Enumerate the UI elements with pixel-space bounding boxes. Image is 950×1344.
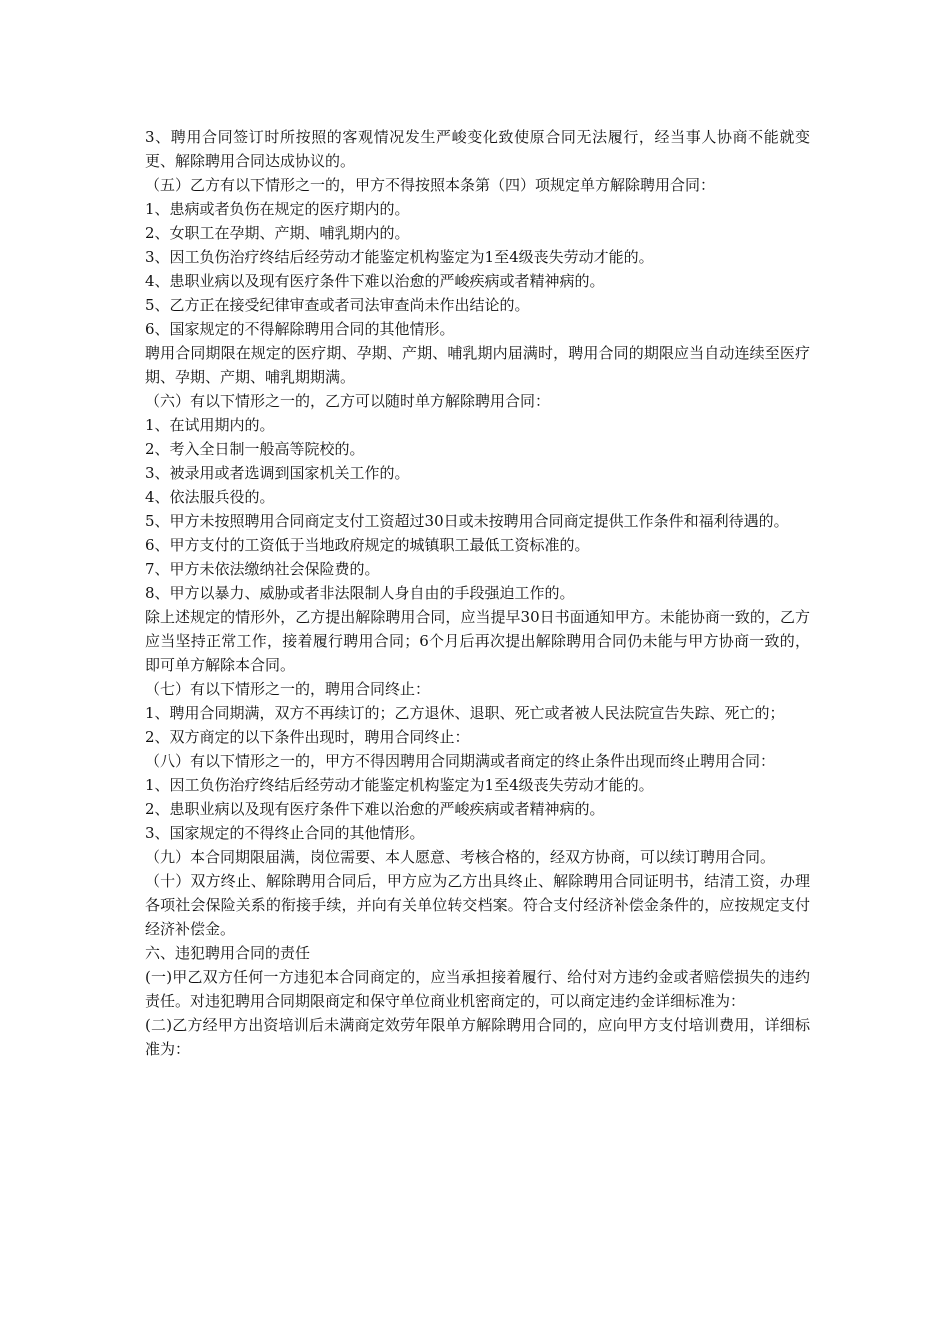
paragraph: 3、因工负伤治疗终结后经劳动才能鉴定机构鉴定为1至4级丧失劳动才能的。 [145, 248, 654, 266]
paragraph: （八）有以下情形之一的，甲方不得因聘用合同期满或者商定的终止条件出现而终止聘用合同： [145, 752, 776, 770]
paragraph: 聘用合同期限在规定的医疗期、孕期、产期、哺乳期内届满时，聘用合同的期限应当自动连续至医疗期、孕期、产期、哺乳期期满。 [145, 344, 810, 386]
paragraph: （五）乙方有以下情形之一的，甲方不得按照本条第（四）项规定单方解除聘用合同： [145, 176, 716, 194]
paragraph: 4、患职业病以及现有医疗条件下难以治愈的严峻疾病或者精神病的。 [145, 272, 605, 290]
paragraph: 1、患病或者负伤在规定的医疗期内的。 [145, 200, 410, 218]
paragraph: 7、甲方未依法缴纳社会保险费的。 [145, 560, 380, 578]
paragraph: 1、因工负伤治疗终结后经劳动才能鉴定机构鉴定为1至4级丧失劳动才能的。 [145, 776, 654, 794]
paragraph: 除上述规定的情形外，乙方提出解除聘用合同，应当提早30日书面通知甲方。未能协商一致的，乙方应当坚持正常工作，接着履行聘用合同；6个月后再次提出解除聘用合同仍未能与甲方协商一致的，即可单方解除本合同。 [145, 608, 810, 674]
paragraph: 2、双方商定的以下条件出现时，聘用合同终止： [145, 728, 470, 746]
paragraph: （六）有以下情形之一的，乙方可以随时单方解除聘用合同： [145, 392, 551, 410]
paragraph: 3、被录用或者选调到国家机关工作的。 [145, 464, 410, 482]
paragraph: 1、在试用期内的。 [145, 416, 275, 434]
paragraph: 1、聘用合同期满，双方不再续订的；乙方退休、退职、死亡或者被人民法院宣告失踪、死亡的； [145, 704, 785, 722]
paragraph: 6、国家规定的不得解除聘用合同的其他情形。 [145, 320, 455, 338]
paragraph: (一)甲乙双方任何一方违犯本合同商定的，应当承担接着履行、给付对方违约金或者赔偿损失的违约责任。对违犯聘用合同期限商定和保守单位商业机密商定的，可以商定违约金详细标准为： [145, 968, 810, 1010]
paragraph: 4、依法服兵役的。 [145, 488, 275, 506]
paragraph: （十）双方终止、解除聘用合同后，甲方应为乙方出具终止、解除聘用合同证明书，结清工资，办理各项社会保险关系的衔接手续，并向有关单位转交档案。符合支付经济补偿金条件的，应按规定支付经济补偿金。 [145, 872, 810, 938]
paragraph: 2、患职业病以及现有医疗条件下难以治愈的严峻疾病或者精神病的。 [145, 800, 605, 818]
paragraph: 3、聘用合同签订时所按照的客观情况发生严峻变化致使原合同无法履行，经当事人协商不能就变更、解除聘用合同达成协议的。 [145, 128, 810, 170]
paragraph: 6、甲方支付的工资低于当地政府规定的城镇职工最低工资标准的。 [145, 536, 590, 554]
paragraph: 3、国家规定的不得终止合同的其他情形。 [145, 824, 425, 842]
paragraph: 5、甲方未按照聘用合同商定支付工资超过30日或未按聘用合同商定提供工作条件和福利待遇的。 [145, 512, 789, 530]
paragraph: （九）本合同期限届满，岗位需要、本人愿意、考核合格的，经双方协商，可以续订聘用合同。 [145, 848, 776, 866]
document-body [145, 125, 810, 1061]
paragraph: （七）有以下情形之一的，聘用合同终止： [145, 680, 431, 698]
paragraph: 2、女职工在孕期、产期、哺乳期内的。 [145, 224, 410, 242]
section-heading: 六、违犯聘用合同的责任 [145, 944, 311, 962]
paragraph: 2、考入全日制一般高等院校的。 [145, 440, 365, 458]
paragraph: 5、乙方正在接受纪律审查或者司法审查尚未作出结论的。 [145, 296, 530, 314]
paragraph: (二)乙方经甲方出资培训后未满商定效劳年限单方解除聘用合同的，应向甲方支付培训费用，详细标准为： [145, 1016, 810, 1058]
paragraph: 8、甲方以暴力、威胁或者非法限制人身自由的手段强迫工作的。 [145, 584, 575, 602]
